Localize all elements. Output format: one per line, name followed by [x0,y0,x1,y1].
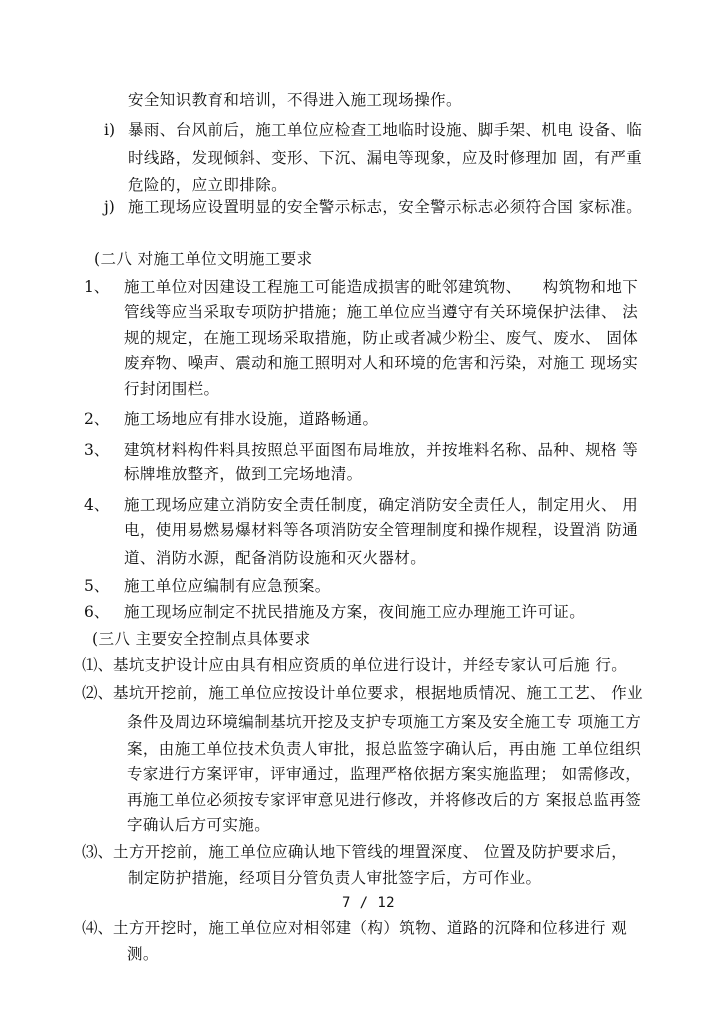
text-line: 制定防护措施，经项目分管负责人审批签字后，方可作业。 [128,869,542,887]
list-marker: 3、 [84,441,110,459]
text-line: 基坑支护设计应由具有相应资质的单位进行设计，并经专家认可后施 行。 [113,656,628,674]
text-line: 基坑开挖前，施工单位应按设计单位要求，根据地质情况、施工工艺、 作业 [113,684,644,702]
text-line: 时线路，发现倾斜、变形、下沉、漏电等现象，应及时修理加 固，有严重 [128,149,643,167]
text-line: 废弃物、噪声、震动和施工照明对人和环境的危害和污染，对施工 现场实 [124,354,639,372]
list-marker: ⑶、 [82,843,114,861]
text-line: 测。 [127,945,159,963]
text-line: 施工场地应有排水设施，道路畅通。 [124,410,379,428]
text-line: 条件及周边环境编制基坑开挖及支护专项施工方案及安全施工专 项施工方 [127,713,642,731]
section-heading: (三八 主要安全控制点具体要求 [92,630,311,648]
list-marker: 1、 [84,278,110,296]
list-marker: ⑵、 [82,684,114,702]
text-line: 施工单位应编制有应急预案。 [124,577,331,595]
text-line: 暴雨、台风前后，施工单位应检查工地临时设施、脚手架、机电 设备、临 [128,121,643,139]
text-line: 施工现场应建立消防安全责任制度，确定消防安全责任人，制定用火、 用 [124,496,639,514]
list-marker: 6、 [84,603,110,621]
text-line: 再施工单位必须按专家评审意见进行修改，并将修改后的方 案报总监再签 [127,791,642,809]
text-line: 标牌堆放整齐，做到工完场地清。 [124,465,363,483]
text-line: 施工现场应设置明显的安全警示标志，安全警示标志必须符合国 家标准。 [128,198,643,216]
section-heading: (二八 对施工单位文明施工要求 [94,250,313,268]
text-line: 土方开挖时，施工单位应对相邻建（构）筑物、道路的沉降和位移进行 观 [113,919,628,937]
page-number: 7 / 12 [342,895,395,911]
text-line: 行封闭围栏。 [124,380,220,398]
list-marker: ⑴、 [82,656,114,674]
text-line: 字确认后方可实施。 [127,816,271,834]
list-marker: i) [104,121,116,139]
list-marker: 5、 [84,577,110,595]
text-line: 土方开挖前，施工单位应确认地下管线的埋置深度、 位置及防护要求后， [113,843,628,861]
list-marker: j) [104,198,115,216]
text-line: 建筑材料构件料具按照总平面图布局堆放，并按堆料名称、品种、规格 等 [124,441,639,459]
list-marker: 2、 [84,410,110,428]
text-line: 电，使用易燃易爆材料等各项消防安全管理制度和操作规程，设置消 防通 [124,521,639,539]
text-line: 危险的，应立即排除。 [128,176,288,194]
list-marker: ⑷、 [82,919,114,937]
text-line: 安全知识教育和培训，不得进入施工现场操作。 [128,91,462,109]
text-line: 规的规定，在施工现场采取措施，防止或者减少粉尘、废气、废水、 固体 [124,329,639,347]
text-line: 施工单位对因建设工程施工可能造成损害的毗邻建筑物、 构筑物和地下 [124,278,639,296]
text-line: 管线等应当采取专项防护措施；施工单位应当遵守有关环境保护法律、 法 [124,303,639,321]
list-marker: 4、 [84,496,110,514]
text-line: 施工现场应制定不扰民措施及方案，夜间施工应办理施工许可证。 [124,603,586,621]
text-line: 案，由施工单位技术负责人审批，报总监签字确认后，再由施 工单位组织 [127,740,642,758]
text-line: 道、消防水源，配备消防设施和灭火器材。 [124,549,427,567]
text-line: 专家进行方案评审，评审通过，监理严格依据方案实施监理； 如需修改， [127,765,642,783]
